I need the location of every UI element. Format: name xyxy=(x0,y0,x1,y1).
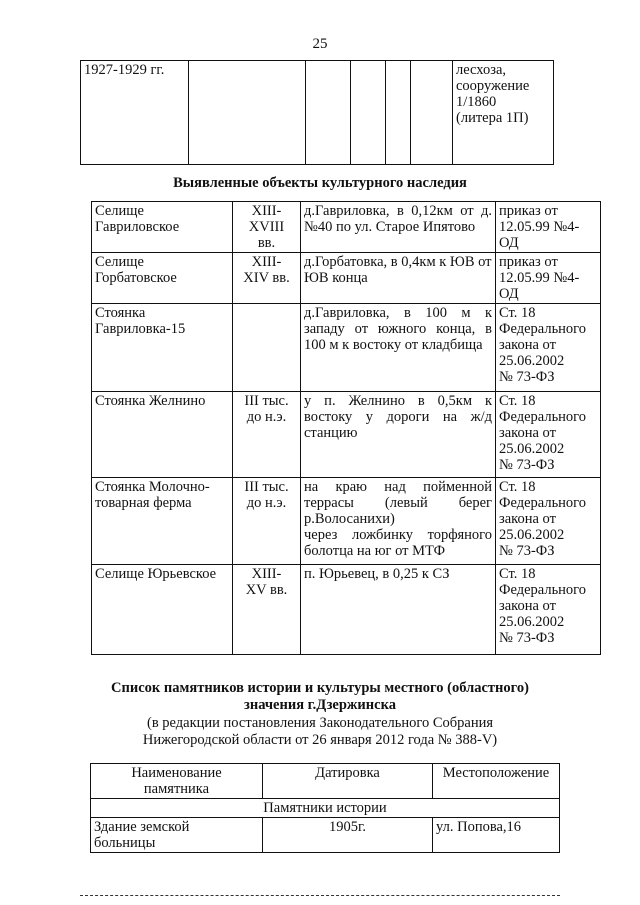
monuments-list-title-city: значения г.Дзержинска xyxy=(244,697,396,713)
object-location: на краю над пойменной террасы (левый берег р.Волосанихи) через ложбинку торфяного болотца на юг от МТФ xyxy=(301,478,496,565)
empty-cell xyxy=(351,61,386,165)
object-period: III тыс. до н.э. xyxy=(233,392,301,478)
monuments-table xyxy=(90,763,560,853)
object-document: Ст. 18 Федерального закона от 25.06.2002 № 73-ФЗ xyxy=(496,392,601,478)
year-cell: 1927-1929 гг. xyxy=(81,61,189,165)
header-name: Наименование памятника xyxy=(91,764,263,799)
object-document: приказ от 12.05.99 №4- ОД xyxy=(496,253,601,304)
group-label: Памятники истории xyxy=(91,799,560,818)
description-cell: лесхоза, сооружение 1/1860 (литера 1П) xyxy=(453,61,554,165)
object-name: Селище Юрьевское xyxy=(92,565,233,655)
table-row xyxy=(92,478,601,565)
object-location: д.Гавриловка, в 100 м к западу от южного конца, в 100 м к востоку от кладбища xyxy=(301,304,496,392)
empty-cell xyxy=(386,61,411,165)
empty-cell xyxy=(189,61,306,165)
object-period: XIII- XIV вв. xyxy=(233,253,301,304)
empty-cell xyxy=(411,61,453,165)
object-period: III тыс. до н.э. xyxy=(233,478,301,565)
object-period xyxy=(233,304,301,392)
object-document: Ст. 18 Федерального закона от 25.06.2002 № 73-ФЗ xyxy=(496,304,601,392)
header-location: Местоположение xyxy=(433,764,560,799)
page-bottom-divider xyxy=(80,895,560,896)
object-location: д.Горбатовка, в 0,4км к ЮВ от ЮВ конца xyxy=(301,253,496,304)
monument-location: ул. Попова,16 xyxy=(433,818,560,853)
object-document: Ст. 18 Федерального закона от 25.06.2002 № 73-ФЗ xyxy=(496,565,601,655)
continuation-table xyxy=(80,60,554,165)
object-name: Стоянка Гавриловка-15 xyxy=(92,304,233,392)
group-row xyxy=(91,799,560,818)
object-name: Стоянка Молочно- товарная ферма xyxy=(92,478,233,565)
empty-cell xyxy=(306,61,351,165)
object-location: у п. Желнино в 0,5км к востоку у дороги на ж/д станцию xyxy=(301,392,496,478)
object-period: XIII- XV вв. xyxy=(233,565,301,655)
object-name: Стоянка Желнино xyxy=(92,392,233,478)
monument-name: Здание земской больницы xyxy=(91,818,263,853)
page-number: 25 xyxy=(312,36,328,52)
monument-date: 1905г. xyxy=(263,818,433,853)
object-location: д.Гавриловка, в 0,12км от д. №40 по ул. Старое Ипятово xyxy=(301,202,496,253)
monuments-list-subtitle: (в редакции постановления Законодательного Собрания xyxy=(146,715,494,731)
object-name: Селище Гавриловское xyxy=(92,202,233,253)
table-row xyxy=(92,392,601,478)
section-title: Выявленные объекты культурного наследия xyxy=(173,175,467,191)
object-document: приказ от 12.05.99 №4- ОД xyxy=(496,202,601,253)
object-location: п. Юрьевец, в 0,25 к СЗ xyxy=(301,565,496,655)
monuments-list-subtitle-2: Нижегородской области от 26 января 2012 года № 388-V) xyxy=(142,732,498,748)
object-document: Ст. 18 Федерального закона от 25.06.2002 № 73-ФЗ xyxy=(496,478,601,565)
table-row xyxy=(92,253,601,304)
heritage-objects-table xyxy=(91,201,601,655)
object-period: XIII- XVIII вв. xyxy=(233,202,301,253)
table-row xyxy=(92,202,601,253)
object-name: Селище Горбатовское xyxy=(92,253,233,304)
header-date: Датировка xyxy=(263,764,433,799)
table-row xyxy=(92,565,601,655)
table-row xyxy=(81,61,554,165)
table-row xyxy=(91,818,560,853)
table-row xyxy=(92,304,601,392)
monuments-list-title: Список памятников истории и культуры местного (областного) xyxy=(111,680,529,696)
header-row xyxy=(91,764,560,799)
